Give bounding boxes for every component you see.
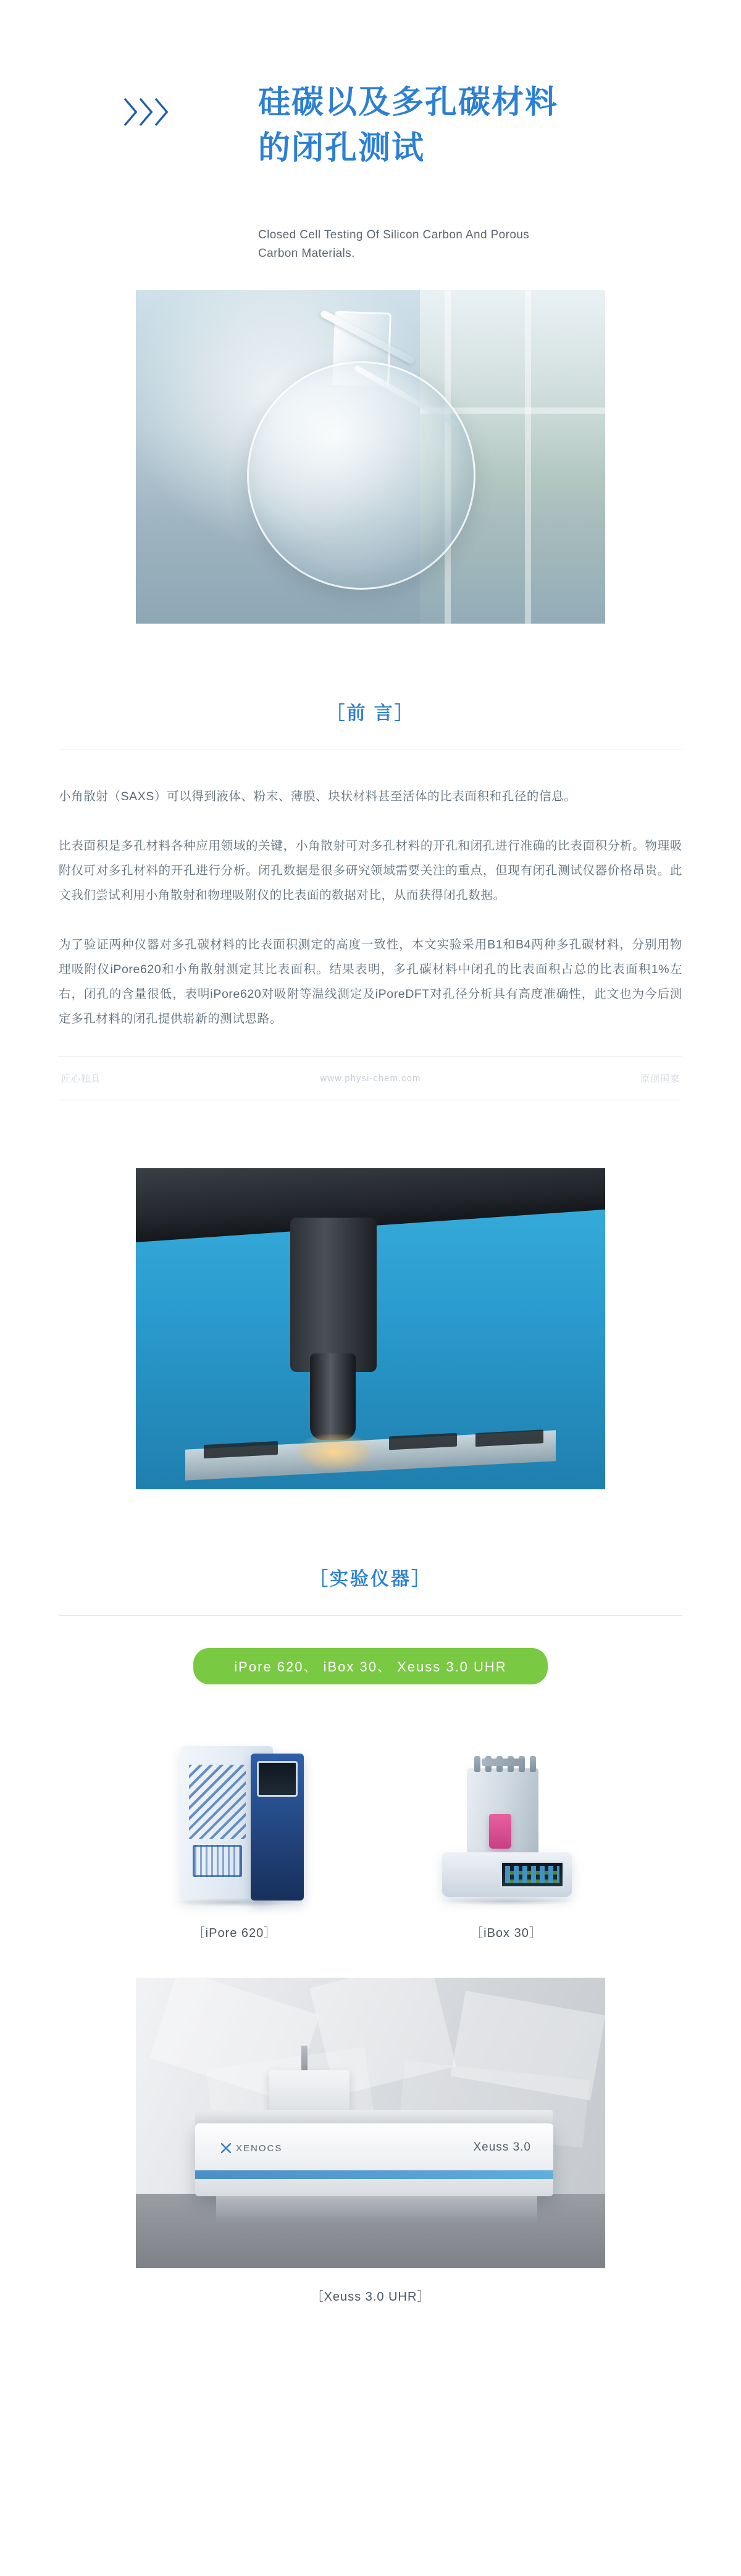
- instrument-card-xeuss: [136, 1978, 605, 2304]
- microscope-body: [290, 1218, 377, 1372]
- microscope-light-glow: [298, 1434, 372, 1470]
- page-title: [258, 80, 558, 172]
- title-block: [258, 62, 558, 264]
- instrument-caption: ［iPore 620］: [192, 1926, 277, 1940]
- page-title-line-2: 的闭孔测试: [258, 130, 425, 166]
- xeuss-model-text: Xeuss 3.0: [473, 2140, 531, 2154]
- section-heading-instruments: ［实验仪器］: [309, 1568, 432, 1589]
- instrument-pill-wrap: [0, 1648, 741, 1684]
- instrument-card-ipore620: [136, 1721, 333, 1941]
- flask-bulb: [247, 361, 475, 590]
- footer-website-text: www.physi-chem.com: [320, 1073, 421, 1084]
- page-title-line-1: 硅碳以及多孔碳材料: [258, 85, 559, 120]
- xeuss-brand-logo: [221, 2143, 282, 2154]
- xenocs-logo-icon: [221, 2143, 231, 2153]
- instrument-list-pill: iPore 620、 iBox 30、 Xeuss 3.0 UHR: [193, 1648, 547, 1684]
- page-subtitle-english: Closed Cell Testing Of Silicon Carbon And Porous Carbon Materials.: [258, 228, 530, 261]
- foreword-body: [59, 750, 682, 1032]
- xeuss-brand-text: XENOCS: [236, 2143, 283, 2154]
- divider-instruments: [59, 1615, 682, 1616]
- instrument-caption: ［Xeuss 3.0 UHR］: [311, 2290, 430, 2304]
- hero-image-flask: [136, 290, 605, 624]
- instrument-xeuss-icon: [136, 1978, 605, 2268]
- footer-left-text: 匠心独具: [61, 1073, 101, 1084]
- bottom-spacer: [0, 2304, 741, 2360]
- section-heading-foreword: ［前 言］: [326, 703, 415, 724]
- foreword-paragraph: 比表面积是多孔材料各种应用领域的关键，小角散射可对多孔材料的开孔和闭孔进行准确的比表面积分析。物理吸附仅可对多孔材料的开孔进行分析。闭孔数据是很多研究领域需要关注的重点，但现有闭孔测试仪器价格昂贵。此文我们尝试利用小角散射和物理吸附仪的比表面的数据对比，从而获得闭孔数据。: [59, 838, 682, 902]
- instrument-card-ibox30: [408, 1721, 605, 1941]
- brand-footer-strip: [59, 1056, 682, 1100]
- microscope-objective-lens: [310, 1353, 356, 1440]
- instrument-ibox30-icon: [408, 1721, 605, 1907]
- instrument-row: [0, 1721, 741, 1941]
- foreword-paragraph: 小角散射（SAXS）可以得到液体、粉末、薄膜、块状材料甚至活体的比表面积和孔径的信息。: [59, 790, 577, 803]
- microscope-image: [136, 1168, 605, 1489]
- footer-right-text: 原创国家: [640, 1073, 680, 1084]
- instrument-ipore620-icon: [136, 1721, 333, 1907]
- document-header: [0, 0, 741, 290]
- chevron-right-icon: 〉〉〉: [124, 96, 184, 130]
- foreword-paragraph: 为了验证两种仪器对多孔碳材料的比表面积测定的高度一致性，本文实验采用B1和B4两种多孔碳材料，分别用物理吸附仪iPore620和小角散射测定其比表面积。结果表明，多孔碳材料中闭孔的比表面积占总的比表面积1%左右，闭孔的含量很低，表明iPore620对吸附等温线测定及iPoreDFT对孔径分析具有高度准确性，此文也为今后测定多孔材料的闭孔提供崭新的测试思路。: [59, 937, 682, 1026]
- instrument-caption: ［iBox 30］: [471, 1926, 542, 1940]
